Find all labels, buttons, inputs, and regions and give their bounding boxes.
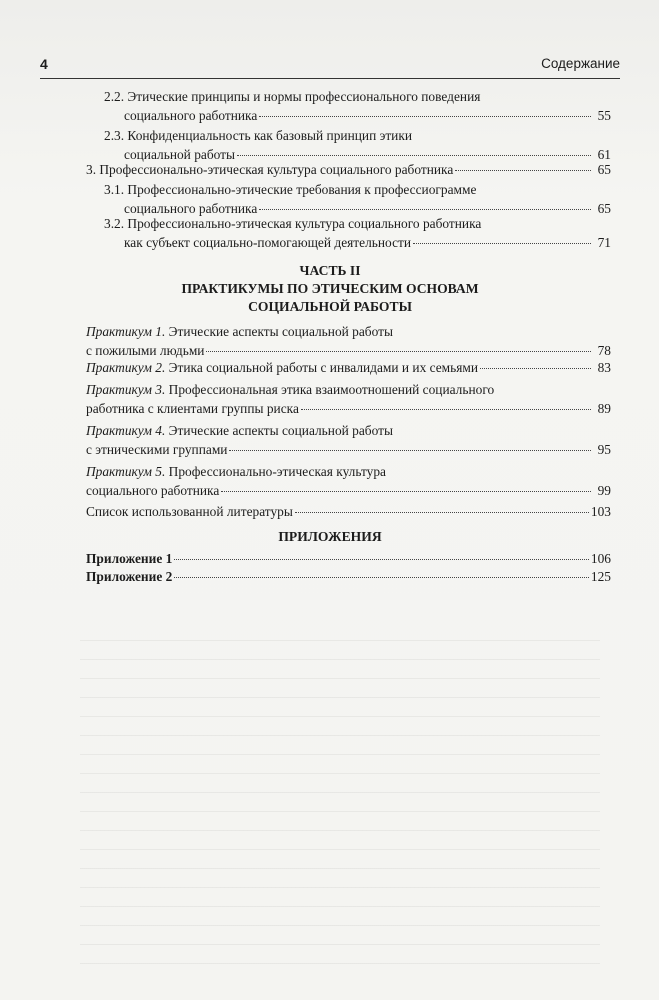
toc-entry-title: 3.1. Профессионально-этические требования к профессиограмме [104, 182, 477, 197]
toc-entry-practicum-5[interactable] [86, 462, 611, 500]
toc-entry-3-2[interactable] [104, 214, 611, 252]
toc-entry-title-cont: с пожилыми людьми [86, 343, 205, 358]
toc-entry-practicum-1[interactable] [86, 322, 611, 360]
practicum-label: Практикум 2. [86, 360, 166, 375]
toc-page-number: 65 [597, 201, 611, 216]
toc-entry-title-cont: социального работника [86, 483, 220, 498]
page-number: 4 [40, 56, 48, 72]
toc-page-number: 71 [597, 235, 611, 250]
part-label: ЧАСТЬ II [299, 263, 361, 278]
toc-page-number: 106 [590, 551, 611, 566]
toc-entry-title: Приложение 2 [86, 569, 173, 584]
toc-entry-2-3[interactable] [104, 126, 611, 164]
toc-leader-dots [259, 115, 591, 117]
toc-page-number: 83 [597, 360, 611, 375]
toc-entry-title: 2.3. Конфиденциальность как базовый принцип этики [104, 128, 413, 143]
toc-entry-title: Этические аспекты социальной работы [165, 324, 393, 339]
toc-entry-title-cont: с этническими группами [86, 442, 228, 457]
toc-leader-dots [174, 558, 589, 560]
practicum-label: Практикум 1. [86, 324, 166, 339]
toc-entry-title: 3. Профессионально-этическая культура социального работника [86, 162, 454, 177]
toc-page-number: 78 [597, 343, 611, 358]
toc-entry-appendix-1[interactable] [86, 549, 611, 568]
toc-entry-title: Этика социальной работы с инвалидами и их семьями [165, 360, 479, 375]
toc-entry-literature[interactable] [86, 502, 611, 521]
toc-leader-dots [206, 350, 591, 352]
appendices-title: ПРИЛОЖЕНИЯ [278, 529, 382, 544]
toc-leader-dots [413, 242, 591, 244]
toc-entry-title-cont: как субъект социально-помогающей деятельности [124, 235, 412, 250]
toc-leader-dots [480, 367, 591, 369]
toc-leader-dots [229, 449, 591, 451]
toc-entry-title: Приложение 1 [86, 551, 173, 566]
toc-entry-3[interactable] [86, 160, 611, 179]
part-two-heading [40, 262, 620, 316]
toc-leader-dots [174, 576, 589, 578]
toc-entry-practicum-3[interactable] [86, 380, 611, 418]
toc-leader-dots [259, 208, 591, 210]
toc-entry-title: Профессионально-этическая культура [165, 464, 386, 479]
toc-page-number: 99 [597, 483, 611, 498]
toc-entry-practicum-2[interactable] [86, 358, 611, 377]
reverse-side-bleed-through [80, 640, 600, 970]
toc-page-number: 95 [597, 442, 611, 457]
toc-entry-title: 3.2. Профессионально-этическая культура социального работника [104, 216, 482, 231]
toc-entry-title-cont: социальной работы [124, 147, 236, 162]
part-title-cont: СОЦИАЛЬНОЙ РАБОТЫ [248, 299, 412, 314]
appendices-heading [40, 528, 620, 546]
toc-entry-3-1[interactable] [104, 180, 611, 218]
toc-entry-title: Этические аспекты социальной работы [165, 423, 393, 438]
practicum-label: Практикум 3. [86, 382, 166, 397]
toc-entry-title: Профессиональная этика взаимоотношений социального [165, 382, 495, 397]
toc-page-number: 65 [597, 162, 611, 177]
toc-page-number: 103 [590, 504, 611, 519]
toc-entry-appendix-2[interactable] [86, 567, 611, 586]
toc-leader-dots [237, 154, 591, 156]
toc-page-number: 125 [590, 569, 611, 584]
part-title: ПРАКТИКУМЫ ПО ЭТИЧЕСКИМ ОСНОВАМ [181, 281, 479, 296]
toc-entry-title-cont: работника с клиентами группы риска [86, 401, 299, 416]
practicum-label: Практикум 4. [86, 423, 166, 438]
practicum-label: Практикум 5. [86, 464, 166, 479]
toc-leader-dots [301, 408, 591, 410]
toc-leader-dots [295, 511, 589, 513]
toc-entry-title-cont: социального работника [124, 201, 258, 216]
toc-entry-title: Список использованной литературы [86, 504, 293, 519]
toc-entry-title-cont: социального работника [124, 108, 258, 123]
toc-page-number: 61 [597, 147, 611, 162]
toc-page-number: 55 [597, 108, 611, 123]
toc-entry-title: 2.2. Этические принципы и нормы профессионального поведения [104, 89, 481, 104]
toc-leader-dots [221, 490, 591, 492]
toc-leader-dots [455, 169, 591, 171]
toc-entry-practicum-4[interactable] [86, 421, 611, 459]
toc-page-number: 89 [597, 401, 611, 416]
running-title: Содержание [541, 56, 620, 71]
toc-entry-2-2[interactable] [104, 87, 611, 125]
